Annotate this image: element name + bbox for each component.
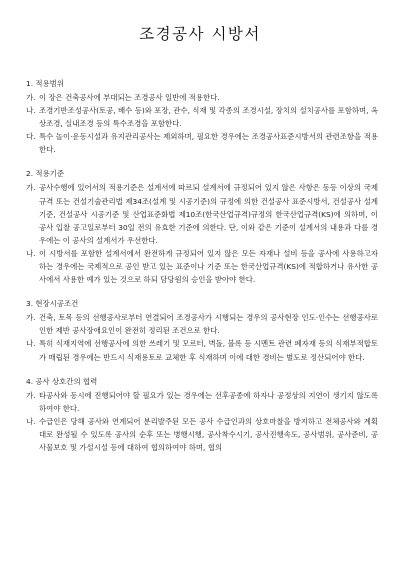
list-item bbox=[26, 130, 378, 156]
list-item bbox=[26, 247, 378, 286]
section-heading: 2. 적용기준 bbox=[26, 169, 64, 179]
item-text: 건축, 토목 등의 선행공사로부터 연결되어 조경공사가 시행되는 경우의 공사현장 인도·인수는 선행공사로 인한 제반 공사장애요인이 완전히 정리된 조건으로 한다. bbox=[39, 313, 378, 336]
item-marker: 나. bbox=[26, 106, 36, 116]
item-text: 이 장은 건축공사에 부대되는 조경공사 일반에 적용한다. bbox=[39, 93, 220, 102]
list-item bbox=[26, 91, 378, 104]
document-title: 조경공사 시방서 bbox=[139, 25, 261, 43]
item-marker: 가. bbox=[26, 183, 36, 193]
list-item bbox=[26, 389, 378, 415]
list-item bbox=[26, 104, 378, 130]
item-text: 공사수행에 있어서의 적용기준은 설계서에 따르되 설계서에 규정되어 있지 않은 사항은 동등 이상의 국제규격 또는 건설기술관리법 제34조(설계 및 시공기준)의 규정에 의한 건설공사 표준시방서, 건설공사 설계기준, 건설공사 시공기준 및 산업표준화법 제10조(한국산업규격)규정의 한국산업규격(KS)에 의하며, 이 공사 입찰 공고일로부터 30일 전의 유효한 기준에 의한다. 단, 이와 같은 기준이 설계서의 내용과 다를 경우에는 이 공사의 설계서가 우선한다. bbox=[39, 183, 378, 245]
section-site-conditions bbox=[26, 298, 378, 363]
item-marker: 나. bbox=[26, 416, 36, 426]
item-marker: 가. bbox=[26, 390, 36, 400]
item-marker: 다. bbox=[26, 132, 36, 142]
section-heading: 4. 공사 상호간의 협력 bbox=[26, 376, 98, 386]
list-item bbox=[26, 311, 378, 337]
item-text: 이 시방서를 포함한 설계서에서 완전하게 규정되어 있지 않은 모든 자재나 설비 등을 공사에 사용하고자 하는 경우에는 국제적으로 공인 받고 있는 표준이나 기준 또는 한국산업규격(KS)에 적합하거나 유사한 공사에서 사용한 예가 있는 것으로 하되 담당원의 승인을 받아야 한다. bbox=[39, 248, 378, 285]
item-marker: 가. bbox=[26, 93, 36, 102]
item-marker: 나. bbox=[26, 339, 36, 349]
section-scope bbox=[26, 78, 378, 156]
item-text: 특히 식재지역에 선행공사에 의한 쓰레기 및 모르터, 벽돌, 블록 등 시멘트 관련 폐자재 등의 식재부적합토가 매립된 경우에는 반드시 식재용토로 교체한 후 식재하며 이에 대한 경비는 별도로 정산되어야 한다. bbox=[39, 339, 378, 362]
item-text: 특수 놀이·운동시설과 유지관리공사는 제외하며, 필요한 경우에는 조경공사표준시방서의 관련조항을 적용한다. bbox=[39, 132, 378, 155]
list-item bbox=[26, 415, 378, 454]
list-item bbox=[26, 181, 378, 246]
item-text: 타공사와 동시에 진행되어야 할 필요가 있는 경우에는 선후공종에 하자나 공정상의 지연이 생기지 않도록 하여야 한다. bbox=[39, 390, 378, 413]
list-item bbox=[26, 337, 378, 363]
section-heading: 3. 현장시공조건 bbox=[26, 299, 79, 309]
item-marker: 나. bbox=[26, 248, 36, 258]
section-standards bbox=[26, 168, 378, 286]
section-cooperation bbox=[26, 376, 378, 454]
item-text: 조경기반조성공사(토공, 배수 등)와 포장, 관수, 식재 및 각종의 조경시설, 장치의 설치공사를 포함하며, 옥상조경, 실내조경 등의 특수조경을 포함한다. bbox=[39, 106, 378, 129]
document-body bbox=[26, 78, 378, 466]
section-heading: 1. 적용범위 bbox=[26, 79, 64, 88]
item-marker: 가. bbox=[26, 313, 36, 323]
item-text: 수급인은 당해 공사와 연계되어 분리발주된 모든 공사 수급인과의 상호마찰을 방지하고 전체공사와 계획대로 완성될 수 있도록 공사의 순후 또는 병행시행, 공사착수시기, 공사진행속도, 공사범위, 공사준비, 공사물보호 및 가설시설 등에 대하여 협의하여야 하며, 협의 bbox=[39, 416, 378, 452]
